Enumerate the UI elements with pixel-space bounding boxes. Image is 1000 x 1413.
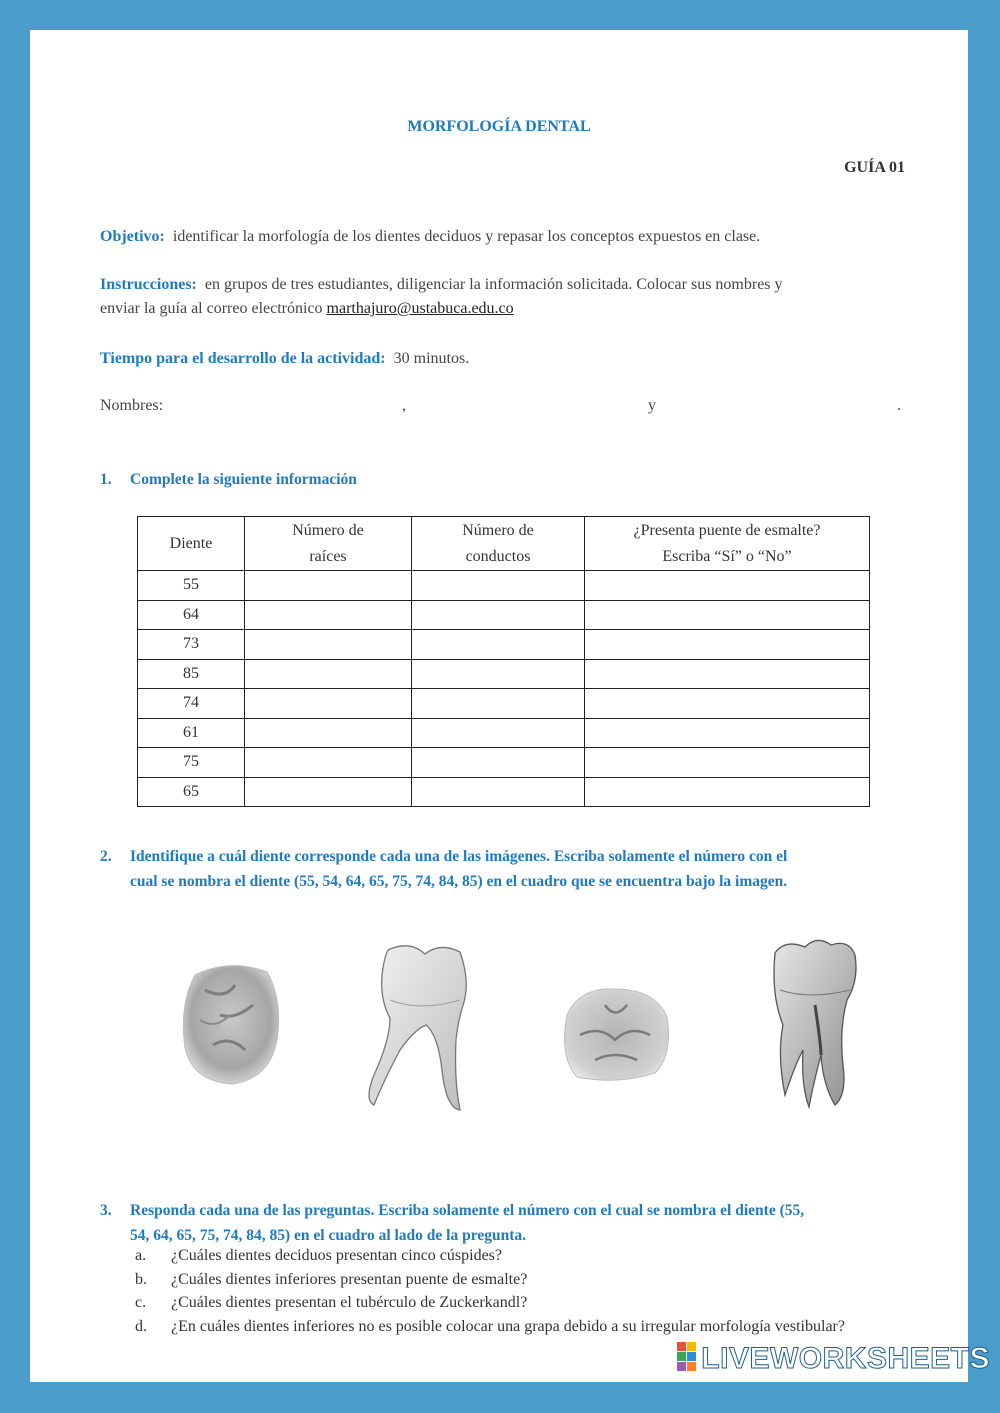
molar-occlusal-view-icon: [175, 960, 285, 1088]
item-text: ¿En cuáles dientes inferiores no es posible colocar una grapa debido a su irregular morfología vestibular?: [171, 1318, 845, 1335]
question-3-line1: Responda cada una de las preguntas. Escriba solamente el número con el cual se nombra el diente (55,: [130, 1202, 805, 1219]
liveworksheets-brand: [677, 1340, 990, 1378]
worksheet-page: [30, 30, 968, 1382]
question-3-item-c: [135, 1294, 527, 1312]
roots-input[interactable]: [245, 600, 412, 630]
roots-input[interactable]: [245, 689, 412, 719]
table-row: [138, 630, 870, 660]
bridge-input[interactable]: [585, 689, 870, 719]
time-line: [100, 347, 906, 371]
header-raices-line2: raíces: [309, 547, 347, 565]
name-field-2[interactable]: [415, 396, 640, 418]
guide-number: GUÍA 01: [844, 159, 905, 176]
tooth-number: 55: [138, 571, 245, 601]
table-row: [138, 718, 870, 748]
instructions-label: Instrucciones:: [100, 276, 197, 293]
objective-label: Objetivo:: [100, 228, 165, 245]
time-value: 30 minutos.: [393, 350, 470, 367]
tooth-number: 85: [138, 659, 245, 689]
canals-input[interactable]: [412, 659, 585, 689]
header-puente-line2: Escriba “Sí” o “No”: [662, 547, 792, 565]
instructions-line2: [100, 297, 906, 321]
tooth-number: 74: [138, 689, 245, 719]
header-diente: Diente: [138, 517, 245, 571]
names-label: Nombres:: [100, 397, 164, 414]
bridge-input[interactable]: [585, 718, 870, 748]
item-letter: d.: [135, 1318, 147, 1335]
canals-input[interactable]: [412, 718, 585, 748]
time-label: Tiempo para el desarrollo de la actividad:: [100, 350, 386, 367]
molar-occlusal-view-2-icon: [555, 985, 675, 1085]
tooth-number: 61: [138, 718, 245, 748]
item-letter: a.: [135, 1247, 147, 1264]
header-puente: [585, 517, 870, 571]
canals-input[interactable]: [412, 630, 585, 660]
roots-input[interactable]: [245, 630, 412, 660]
bridge-input[interactable]: [585, 600, 870, 630]
table-row: [138, 659, 870, 689]
question-2-heading: [100, 844, 910, 894]
tooth-table: [137, 516, 870, 807]
question-1-text: Complete la siguiente información: [130, 471, 357, 488]
question-1-heading: [100, 467, 910, 492]
question-1-number: 1.: [100, 471, 112, 488]
item-text: ¿Cuáles dientes inferiores presentan puente de esmalte?: [171, 1271, 528, 1288]
question-3-item-a: [135, 1247, 502, 1265]
roots-input[interactable]: [245, 659, 412, 689]
canals-input[interactable]: [412, 748, 585, 778]
page-title: MORFOLOGÍA DENTAL: [407, 118, 591, 135]
roots-input[interactable]: [245, 718, 412, 748]
roots-input[interactable]: [245, 571, 412, 601]
upper-molar-side-view-icon: [765, 935, 865, 1113]
table-row: [138, 689, 870, 719]
item-letter: b.: [135, 1271, 147, 1288]
tooth-number: 73: [138, 630, 245, 660]
header-puente-line1: ¿Presenta puente de esmalte?: [633, 521, 821, 539]
item-letter: c.: [135, 1294, 147, 1311]
canals-input[interactable]: [412, 600, 585, 630]
header-conductos: [412, 517, 585, 571]
bridge-input[interactable]: [585, 748, 870, 778]
names-end-dot: .: [897, 397, 901, 414]
bridge-input[interactable]: [585, 659, 870, 689]
question-2-line1: Identifique a cuál diente corresponde cada una de las imágenes. Escriba solamente el número con el: [130, 848, 788, 865]
tooth-number: 64: [138, 600, 245, 630]
question-3-item-b: [135, 1271, 527, 1289]
question-2-number: 2.: [100, 848, 112, 865]
question-3-item-d: [135, 1318, 845, 1336]
item-text: ¿Cuáles dientes deciduos presentan cinco cúspides?: [171, 1247, 502, 1264]
header-raices: [245, 517, 412, 571]
canals-input[interactable]: [412, 689, 585, 719]
instructions-text2: enviar la guía al correo electrónico: [100, 300, 323, 317]
item-text: ¿Cuáles dientes presentan el tubérculo de Zuckerkandl?: [171, 1294, 528, 1311]
tooth-number: 75: [138, 748, 245, 778]
lower-molar-side-view-icon: [360, 940, 480, 1112]
email-link[interactable]: marthajuro@ustabuca.edu.co: [326, 300, 514, 317]
tooth-number: 65: [138, 777, 245, 807]
header-raices-line1: Número de: [292, 521, 364, 539]
bridge-input[interactable]: [585, 571, 870, 601]
names-separator-y: y: [648, 397, 656, 414]
objective-text: identificar la morfología de los dientes deciduos y repasar los conceptos expuestos en clase.: [172, 228, 761, 245]
table-row: [138, 777, 870, 807]
question-3-number: 3.: [100, 1202, 112, 1219]
liveworksheets-logo-icon: [677, 1342, 697, 1376]
question-3-line2: 54, 64, 65, 75, 74, 84, 85) en el cuadro al lado de la pregunta.: [130, 1227, 526, 1244]
question-2-line2: cual se nombra el diente (55, 54, 64, 65, 75, 74, 84, 85) en el cuadro que se encuentra bajo la imagen.: [130, 873, 788, 890]
brand-wordmark: LIVEWORKSHEETS: [701, 1342, 990, 1375]
header-conductos-line2: conductos: [465, 547, 531, 565]
table-header-row: [138, 517, 870, 571]
header-conductos-line1: Número de: [462, 521, 534, 539]
bridge-input[interactable]: [585, 777, 870, 807]
table-row: [138, 748, 870, 778]
canals-input[interactable]: [412, 777, 585, 807]
names-separator-comma: ,: [402, 397, 406, 414]
instructions-text1: en grupos de tres estudiantes, diligenciar la información solicitada. Colocar sus nombres y: [204, 276, 783, 293]
roots-input[interactable]: [245, 777, 412, 807]
table-row: [138, 571, 870, 601]
name-field-1[interactable]: [180, 396, 392, 418]
roots-input[interactable]: [245, 748, 412, 778]
objective-line: [100, 225, 906, 249]
name-field-3[interactable]: [664, 396, 889, 418]
bridge-input[interactable]: [585, 630, 870, 660]
question-3-heading: [100, 1198, 910, 1248]
instructions-line1: [100, 273, 906, 297]
canals-input[interactable]: [412, 571, 585, 601]
table-row: [138, 600, 870, 630]
